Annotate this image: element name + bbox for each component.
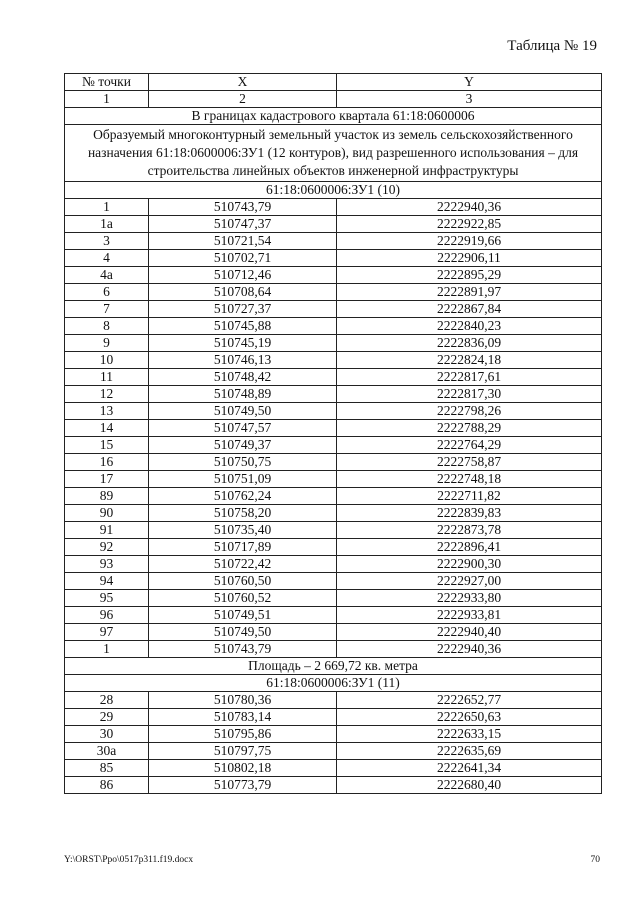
x-coordinate-cell: 510758,20 xyxy=(149,505,337,522)
point-number-cell: 96 xyxy=(65,607,149,624)
y-coordinate-cell: 2222940,40 xyxy=(337,624,602,641)
x-coordinate-cell: 510735,40 xyxy=(149,522,337,539)
point-number-cell: 8 xyxy=(65,318,149,335)
point-number-cell: 3 xyxy=(65,233,149,250)
x-coordinate-cell: 510762,24 xyxy=(149,488,337,505)
y-coordinate-cell: 2222680,40 xyxy=(337,777,602,794)
point-number-cell: 95 xyxy=(65,590,149,607)
point-number-cell: 29 xyxy=(65,709,149,726)
table-row xyxy=(65,199,602,216)
y-coordinate-cell: 2222817,61 xyxy=(337,369,602,386)
y-coordinate-cell: 2222764,29 xyxy=(337,437,602,454)
table-row xyxy=(65,743,602,760)
table-row xyxy=(65,471,602,488)
y-coordinate-cell: 2222867,84 xyxy=(337,301,602,318)
x-coordinate-cell: 510783,14 xyxy=(149,709,337,726)
x-coordinate-cell: 510749,37 xyxy=(149,437,337,454)
table-row xyxy=(65,250,602,267)
y-coordinate-cell: 2222933,80 xyxy=(337,590,602,607)
table-row xyxy=(65,777,602,794)
x-coordinate-cell: 510747,57 xyxy=(149,420,337,437)
x-coordinate-cell: 510712,46 xyxy=(149,267,337,284)
point-number-cell: 6 xyxy=(65,284,149,301)
file-path: Y:\ORST\Ppo\0517p311.f19.docx xyxy=(64,855,194,865)
x-coordinate-cell: 510749,51 xyxy=(149,607,337,624)
point-number-cell: 97 xyxy=(65,624,149,641)
y-coordinate-cell: 2222650,63 xyxy=(337,709,602,726)
coordinates-table xyxy=(64,73,602,794)
point-number-cell: 9 xyxy=(65,335,149,352)
header-row xyxy=(65,74,602,91)
y-coordinate-cell: 2222891,97 xyxy=(337,284,602,301)
x-coordinate-cell: 510749,50 xyxy=(149,403,337,420)
point-number-cell: 11 xyxy=(65,369,149,386)
numbering-cell: 1 xyxy=(65,91,149,108)
y-coordinate-cell: 2222940,36 xyxy=(337,199,602,216)
numbering-row xyxy=(65,91,602,108)
y-coordinate-cell: 2222641,34 xyxy=(337,760,602,777)
table-row xyxy=(65,709,602,726)
point-number-cell: 1 xyxy=(65,199,149,216)
table-row xyxy=(65,454,602,471)
numbering-cell: 2 xyxy=(149,91,337,108)
y-coordinate-cell: 2222873,78 xyxy=(337,522,602,539)
y-coordinate-cell: 2222900,30 xyxy=(337,556,602,573)
point-number-cell: 4 xyxy=(65,250,149,267)
x-coordinate-cell: 510797,75 xyxy=(149,743,337,760)
page-number: 70 xyxy=(590,855,600,865)
point-number-cell: 91 xyxy=(65,522,149,539)
point-number-cell: 93 xyxy=(65,556,149,573)
point-number-cell: 94 xyxy=(65,573,149,590)
point-number-cell: 30а xyxy=(65,743,149,760)
contour-title-row xyxy=(65,182,602,199)
table-row xyxy=(65,641,602,658)
block-title-row xyxy=(65,108,602,125)
x-coordinate-cell: 510708,64 xyxy=(149,284,337,301)
table-row xyxy=(65,624,602,641)
point-number-cell: 7 xyxy=(65,301,149,318)
header-x: X xyxy=(149,74,337,91)
y-coordinate-cell: 2222748,18 xyxy=(337,471,602,488)
x-coordinate-cell: 510780,36 xyxy=(149,692,337,709)
y-coordinate-cell: 2222711,82 xyxy=(337,488,602,505)
y-coordinate-cell: 2222919,66 xyxy=(337,233,602,250)
header-point-number: № точки xyxy=(65,74,149,91)
x-coordinate-cell: 510795,86 xyxy=(149,726,337,743)
x-coordinate-cell: 510727,37 xyxy=(149,301,337,318)
contour-title-row xyxy=(65,675,602,692)
parcel-description: Образуемый многоконтурный земельный участок из земель сельскохозяйственного назначения 61:18:0600006:ЗУ1 (12 контуров), вид разрешенного использования – для строительства линейных объектов инженерной инфраструктуры xyxy=(65,125,602,182)
y-coordinate-cell: 2222922,85 xyxy=(337,216,602,233)
x-coordinate-cell: 510751,09 xyxy=(149,471,337,488)
table-row xyxy=(65,505,602,522)
table-row xyxy=(65,590,602,607)
y-coordinate-cell: 2222940,36 xyxy=(337,641,602,658)
contour-title: 61:18:0600006:ЗУ1 (10) xyxy=(65,182,602,199)
y-coordinate-cell: 2222840,23 xyxy=(337,318,602,335)
numbering-cell: 3 xyxy=(337,91,602,108)
y-coordinate-cell: 2222635,69 xyxy=(337,743,602,760)
point-number-cell: 4а xyxy=(65,267,149,284)
x-coordinate-cell: 510802,18 xyxy=(149,760,337,777)
x-coordinate-cell: 510743,79 xyxy=(149,199,337,216)
table-row xyxy=(65,335,602,352)
x-coordinate-cell: 510722,42 xyxy=(149,556,337,573)
x-coordinate-cell: 510748,89 xyxy=(149,386,337,403)
table-row xyxy=(65,267,602,284)
table-row xyxy=(65,539,602,556)
y-coordinate-cell: 2222933,81 xyxy=(337,607,602,624)
table-row xyxy=(65,386,602,403)
y-coordinate-cell: 2222798,26 xyxy=(337,403,602,420)
point-number-cell: 1 xyxy=(65,641,149,658)
x-coordinate-cell: 510745,88 xyxy=(149,318,337,335)
point-number-cell: 89 xyxy=(65,488,149,505)
point-number-cell: 92 xyxy=(65,539,149,556)
table-row xyxy=(65,573,602,590)
table-row xyxy=(65,760,602,777)
table-row xyxy=(65,318,602,335)
x-coordinate-cell: 510748,42 xyxy=(149,369,337,386)
x-coordinate-cell: 510745,19 xyxy=(149,335,337,352)
y-coordinate-cell: 2222906,11 xyxy=(337,250,602,267)
point-number-cell: 14 xyxy=(65,420,149,437)
table-row xyxy=(65,692,602,709)
table-row xyxy=(65,284,602,301)
y-coordinate-cell: 2222839,83 xyxy=(337,505,602,522)
x-coordinate-cell: 510773,79 xyxy=(149,777,337,794)
y-coordinate-cell: 2222896,41 xyxy=(337,539,602,556)
point-number-cell: 10 xyxy=(65,352,149,369)
x-coordinate-cell: 510760,52 xyxy=(149,590,337,607)
x-coordinate-cell: 510747,37 xyxy=(149,216,337,233)
point-number-cell: 17 xyxy=(65,471,149,488)
x-coordinate-cell: 510746,13 xyxy=(149,352,337,369)
table-row xyxy=(65,726,602,743)
y-coordinate-cell: 2222633,15 xyxy=(337,726,602,743)
table-row xyxy=(65,301,602,318)
table-row xyxy=(65,216,602,233)
y-coordinate-cell: 2222817,30 xyxy=(337,386,602,403)
table-row xyxy=(65,233,602,250)
x-coordinate-cell: 510743,79 xyxy=(149,641,337,658)
x-coordinate-cell: 510702,71 xyxy=(149,250,337,267)
area-text: Площадь – 2 669,72 кв. метра xyxy=(65,658,602,675)
point-number-cell: 15 xyxy=(65,437,149,454)
block-title: В границах кадастрового квартала 61:18:0600006 xyxy=(65,108,602,125)
y-coordinate-cell: 2222824,18 xyxy=(337,352,602,369)
description-row xyxy=(65,125,602,182)
point-number-cell: 13 xyxy=(65,403,149,420)
y-coordinate-cell: 2222836,09 xyxy=(337,335,602,352)
area-row xyxy=(65,658,602,675)
table-row xyxy=(65,420,602,437)
x-coordinate-cell: 510749,50 xyxy=(149,624,337,641)
point-number-cell: 85 xyxy=(65,760,149,777)
y-coordinate-cell: 2222652,77 xyxy=(337,692,602,709)
point-number-cell: 12 xyxy=(65,386,149,403)
header-y: Y xyxy=(337,74,602,91)
point-number-cell: 28 xyxy=(65,692,149,709)
point-number-cell: 16 xyxy=(65,454,149,471)
x-coordinate-cell: 510760,50 xyxy=(149,573,337,590)
table-row xyxy=(65,556,602,573)
x-coordinate-cell: 510717,89 xyxy=(149,539,337,556)
table-row xyxy=(65,607,602,624)
table-row xyxy=(65,522,602,539)
point-number-cell: 90 xyxy=(65,505,149,522)
table-row xyxy=(65,437,602,454)
y-coordinate-cell: 2222927,00 xyxy=(337,573,602,590)
table-row xyxy=(65,352,602,369)
table-row xyxy=(65,369,602,386)
table-row xyxy=(65,403,602,420)
x-coordinate-cell: 510721,54 xyxy=(149,233,337,250)
table-row xyxy=(65,488,602,505)
point-number-cell: 1а xyxy=(65,216,149,233)
contour-title: 61:18:0600006:ЗУ1 (11) xyxy=(65,675,602,692)
y-coordinate-cell: 2222758,87 xyxy=(337,454,602,471)
table-number-label: Таблица № 19 xyxy=(507,38,597,54)
y-coordinate-cell: 2222788,29 xyxy=(337,420,602,437)
point-number-cell: 30 xyxy=(65,726,149,743)
y-coordinate-cell: 2222895,29 xyxy=(337,267,602,284)
x-coordinate-cell: 510750,75 xyxy=(149,454,337,471)
point-number-cell: 86 xyxy=(65,777,149,794)
